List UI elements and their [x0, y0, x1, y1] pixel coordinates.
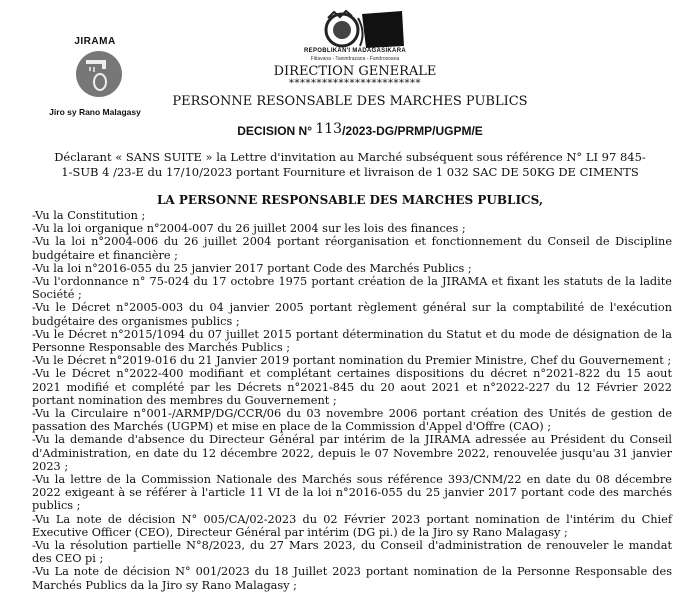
office-title: PERSONNE RESONSABLE DES MARCHES PUBLICS [172, 94, 528, 109]
vu-item: -Vu la loi n°2016-055 du 25 janvier 2017 portant Code des Marchés Publics ; [32, 261, 472, 275]
vu-item: -Vu la Circulaire n°001-/ARMP/DG/CCR/06 du 03 novembre 2006 portant création des Unités de gestion de passation des Marchés (UGPM) et mise en place de la Commission d'Appel d'Offre (CAO) ; [32, 407, 672, 434]
republic-name: REPOBLIKAN'I MADAGASIKARA [304, 48, 406, 54]
vu-list [32, 209, 672, 592]
vu-item: -Vu la loi n°2004-006 du 26 juillet 2004 portant réorganisation et fonctionnement du Conseil de Discipline budgétaire et financière ; [32, 235, 672, 262]
vu-item: -Vu le Décret n°2019-016 du 21 Janvier 2019 portant nomination du Premier Ministre, Chef du Gouvernement ; [32, 354, 672, 368]
vu-item: -Vu la lettre de la Commission Nationale des Marchés sous référence 393/CNM/22 en date du 08 décembre 2022 exigeant à se référer à l'article 11 VI de la loi n°2016-055 du 25 janvier 2017 portant code des marchés publics ; [32, 473, 672, 513]
vu-item: -Vu le Décret n°2022-400 modifiant et complétant certaines dispositions du décret n°2021-822 du 15 aout 2021 modifié et complété par les Décrets n°2021-845 du 20 aout 2021 et n°2022-227 du 12 Février 2022 portant nomination des membres du Gouvernement ; [32, 367, 672, 407]
vu-item: -Vu La note de décision N° 001/2023 du 18 Juillet 2023 portant nomination de la Personne Responsable des Marchés Publics da la Jiro sy Rano Malagasy ; [32, 565, 672, 592]
logo-brand: JIRAMA [74, 36, 116, 47]
decision-suffix: /2023-DG/PRMP/UGPM/E [342, 124, 483, 138]
declarant-paragraph: Déclarant « SANS SUITE » la Lettre d'invitation au Marché subséquent sous référence N° LI 97 845-1-SUB 4 /23-E du 17/10/2023 portant Fourniture et livraison de 1 032 SAC DE 50KG DE CIMENTS [54, 150, 646, 179]
logo-tagline: Jiro sy Rano Malagasy [49, 107, 141, 117]
authority-heading: LA PERSONNE RESPONSABLE DES MARCHES PUBLICS, [156, 193, 544, 207]
republic-motto: Fitiavana - Tanindrazana - Fandrosoana [310, 56, 400, 62]
decision-title [210, 123, 510, 139]
stars-divider: ************************ [289, 78, 421, 89]
vu-item: -Vu le Décret n°2015/1094 du 07 juillet 2015 portant détermination du Statut et du mode de désignation de la Personne Responsable des Marchés Publics ; [32, 327, 672, 355]
vu-item: -Vu la demande d'absence du Directeur Général par intérim de la JIRAMA adressée au Président du Conseil d'Administration, en date du 12 décembre 2022, depuis le 07 Novembre 2022, renouvelée jusqu'au 31 janvier 2023 ; [32, 433, 672, 473]
vu-item: -Vu La note de décision N° 005/CA/02-2023 du 02 Février 2023 portant nomination de l'intérim du Chief Executive Officer (CEO), Directeur Général par intérim (DG pi.) de la Jiro sy Rano Malagasy ; [32, 512, 672, 539]
vu-item: -Vu la Constitution ; [32, 209, 146, 222]
water-drop-icon [76, 51, 122, 97]
decision-number: 113 [315, 121, 343, 137]
vu-item: -Vu la loi organique n°2004-007 du 26 juillet 2004 sur les lois des finances ; [32, 222, 466, 236]
decision-prefix: DECISION N° [237, 124, 313, 138]
vu-item: -Vu la résolution partielle N°8/2023, du 27 Mars 2023, du Conseil d'administration de renouveler le mandat des CEO pi ; [32, 539, 672, 566]
vu-item: -Vu le Décret n°2005-003 du 04 janvier 2005 portant règlement général sur la comptabilité de l'exécution budgétaire des organismes publics ; [32, 301, 672, 328]
vu-item: -Vu l'ordonnance n° 75-024 du 17 octobre 1975 portant création de la JIRAMA et fixant les statuts de la ladite Société ; [32, 275, 672, 302]
jirama-logo [30, 36, 160, 126]
direction-generale: DIRECTION GENERALE [273, 64, 437, 79]
